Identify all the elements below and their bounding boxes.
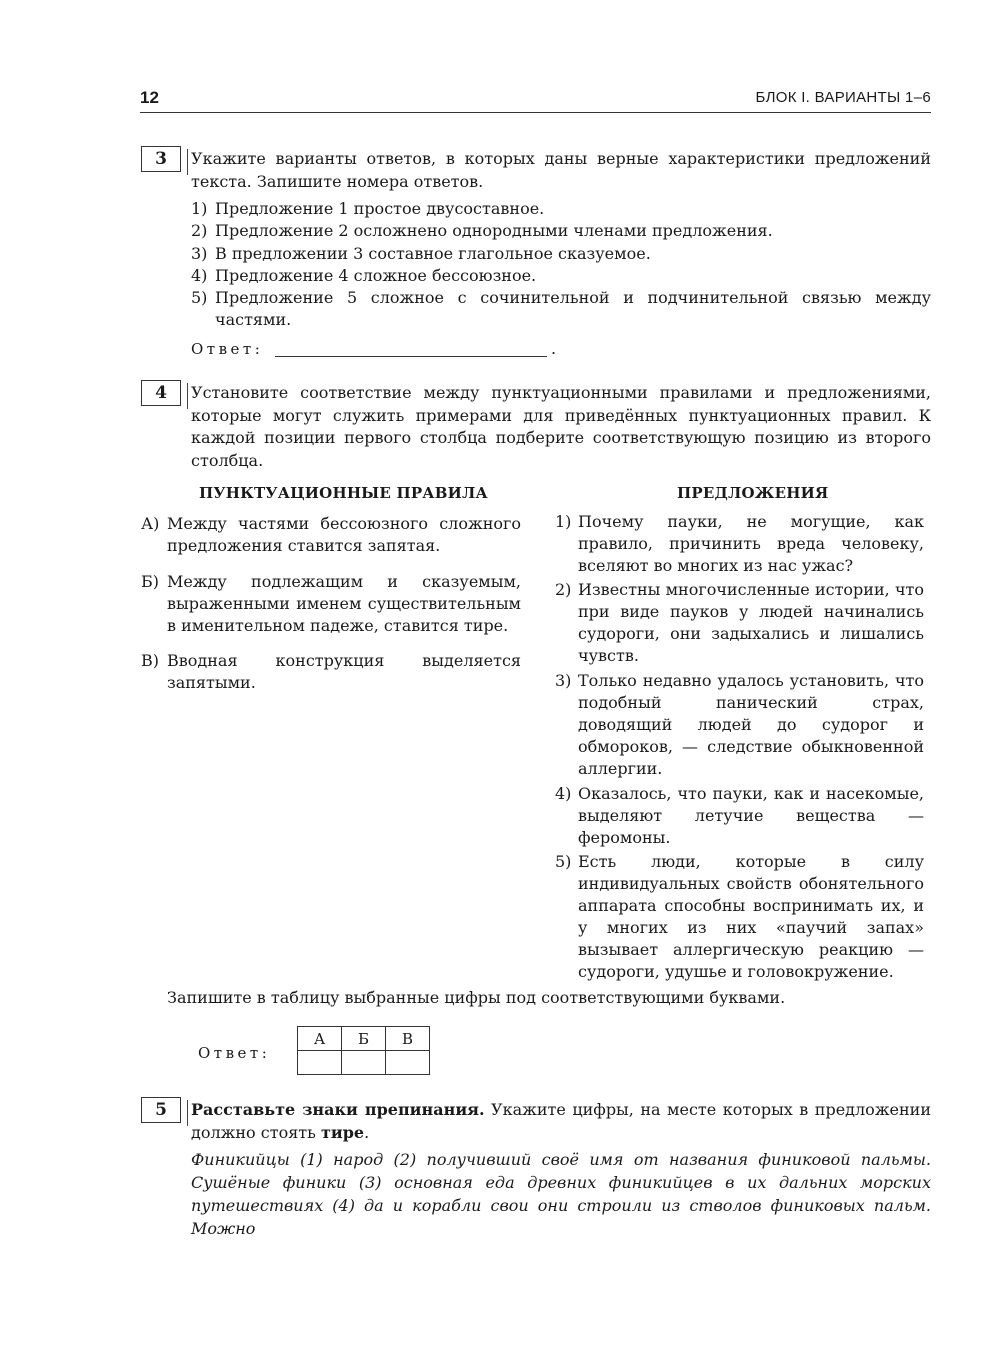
task-4-answer-label: Ответ: <box>198 1044 271 1062</box>
task-3-option: 1) Предложение 1 простое двусоставное. <box>191 199 545 218</box>
task-5-bold-lead: Расставьте знаки препинания. <box>191 1100 485 1119</box>
task-3-option: 5) Предложение 5 сложное с сочинительной и подчинительной связью между частями. <box>191 288 931 330</box>
page-number: 12 <box>140 88 159 107</box>
task-5-bold-word: тире <box>320 1122 365 1142</box>
answer-table-input-row <box>298 1051 430 1075</box>
task-3-option: 4) Предложение 4 сложное бессоюзное. <box>191 265 537 285</box>
answer-cell-b[interactable] <box>342 1051 386 1075</box>
answer-table-header-a: А <box>298 1027 342 1051</box>
running-title: БЛОК I. ВАРИАНТЫ 1–6 <box>755 89 931 106</box>
task-5-number-box: 5 <box>141 1097 181 1123</box>
rule-item-a: А) Между частями бессоюзного сложного предложения ставится запятая. <box>141 514 521 555</box>
page-header <box>140 88 931 113</box>
sentence-item-5: 5) Есть люди, которые в силу индивидуальных свойств обонятельного аппарата способны воспринимать их, и у многих из них «паучий запах» вызывает аллергическую реакцию — судороги, удушье и головокружение. <box>555 852 924 981</box>
task-5-instruction: Расставьте знаки препинания. Укажите цифры, на месте которых в предложении должно стоять тире. <box>191 1100 931 1142</box>
answer-table-header-b: Б <box>342 1027 386 1051</box>
task-3-answer-line[interactable] <box>275 356 547 357</box>
sentence-item-3: 3) Только недавно удалось установить, что подобный панический страх, доводящий людей до судорог и обмороков, — следствие обыкновенной аллергии. <box>555 671 924 778</box>
sentence-item-4: 4) Оказалось, что пауки, как и насекомые, выделяют летучие вещества — феромоны. <box>555 784 924 847</box>
sentence-item-2: 2) Известны многочисленные истории, что при виде пауков у людей начинались судороги, они задыхались и лишались чувств. <box>555 580 924 665</box>
answer-cell-c[interactable] <box>386 1051 430 1075</box>
answer-table-header-c: В <box>386 1027 430 1051</box>
task-3-answer-label: Ответ: <box>191 340 264 358</box>
task-4-instruction: Установите соответствие между пунктуационными правилами и предложениями, которые могут служить примерами для приведённых пунктуационных правил. К каждой позиции первого столбца подберите соответствующую позицию из второго столбца. <box>191 383 931 470</box>
sentence-item-1: 1) Почему пауки, не могущие, как правило, причинить вреда человеку, вселяют во многих из нас ужас? <box>555 512 924 575</box>
task-4-table-instruction: Запишите в таблицу выбранные цифры под соответствующими буквами. <box>167 988 786 1007</box>
rule-item-c: В) Вводная конструкция выделяется запятыми. <box>141 651 521 692</box>
task-5-excerpt: Финикийцы (1) народ (2) получивший своё имя от названия финиковой пальмы. Сушёные финики (3) основная еда древних финикийцев в их дальних морских путешествиях (4) да и корабли свои они строили из стволов финиковых пальм. Можно <box>191 1150 931 1238</box>
task-3-options <box>191 198 931 332</box>
task-3-instruction: Укажите варианты ответов, в которых даны верные характеристики предложений текста. Запишите номера ответов. <box>191 149 931 191</box>
task-3-option: 2) Предложение 2 осложнено однородными членами предложения. <box>191 221 773 241</box>
answer-table-header-row <box>298 1027 430 1051</box>
answer-cell-a[interactable] <box>298 1051 342 1075</box>
task-4-number-box: 4 <box>141 380 181 406</box>
task-3-option: 3) В предложении 3 составное глагольное сказуемое. <box>191 243 651 263</box>
rule-item-b: Б) Между подлежащим и сказуемым, выраженными именем существительным в именительном падеже, ставится тире. <box>141 572 521 635</box>
answer-table <box>297 1026 430 1075</box>
task-3-number-box: 3 <box>141 146 181 172</box>
column-header-sentences: ПРЕДЛОЖЕНИЯ <box>677 484 829 502</box>
column-header-rules: ПУНКТУАЦИОННЫЕ ПРАВИЛА <box>199 484 488 502</box>
task-3-answer-end: . <box>551 339 557 358</box>
